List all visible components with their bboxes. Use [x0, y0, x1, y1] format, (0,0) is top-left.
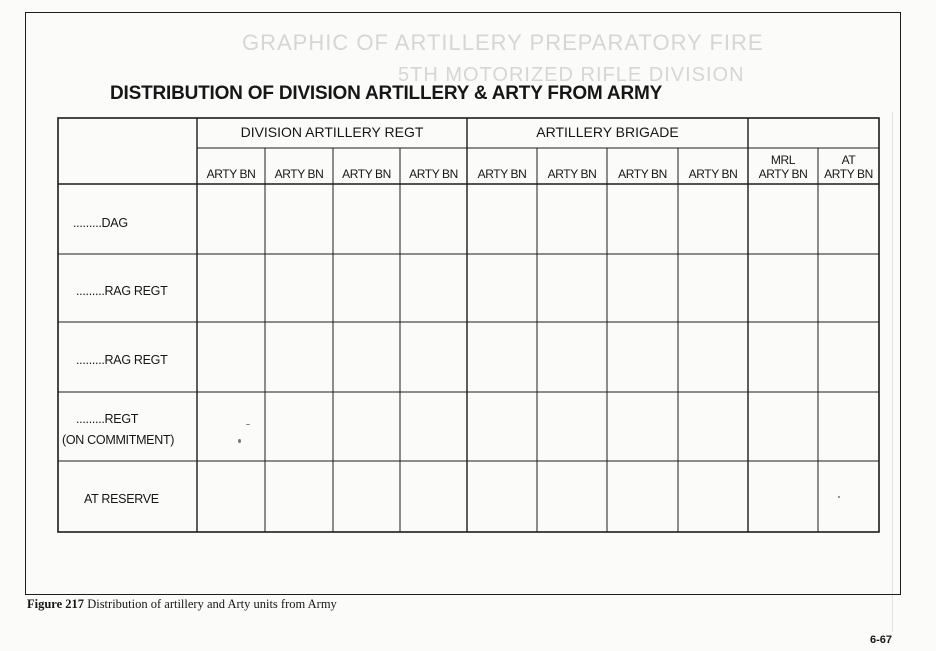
scan-speck — [838, 496, 840, 498]
row-label-at-reserve: AT RESERVE — [84, 492, 159, 506]
group-header-artillery-brigade: ARTILLERY BRIGADE — [536, 124, 679, 140]
column-header: ARTY BN — [274, 167, 324, 181]
row-label-regt: .........REGT — [76, 412, 139, 426]
scan-speck — [246, 424, 250, 425]
figure-caption-text: Distribution of artillery and Arty units from Army — [87, 597, 337, 611]
row-label-rag-regt: .........RAG REGT — [76, 284, 168, 298]
column-header: ARTY BN — [547, 167, 597, 181]
column-header: ARTY BN — [824, 167, 873, 181]
column-header: ARTY BN — [758, 167, 808, 181]
figure-caption — [27, 597, 337, 612]
group-header-at: AT — [841, 153, 856, 167]
column-header: ARTY BN — [477, 167, 527, 181]
row-label-rag-regt: .........RAG REGT — [76, 353, 168, 367]
bleed-through-text: 5TH MOTORIZED RIFLE DIVISION — [398, 64, 745, 86]
page-title: DISTRIBUTION OF DIVISION ARTILLERY & ARTY FROM ARMY — [110, 83, 663, 104]
page-number: 6-67 — [870, 634, 893, 646]
column-header: ARTY BN — [618, 167, 667, 181]
row-label-dag: .........DAG — [73, 216, 128, 230]
scan-speck — [238, 439, 241, 443]
group-header-mrl: MRL — [770, 153, 796, 167]
column-header: ARTY BN — [409, 167, 458, 181]
row-sublabel-on-commitment: (ON COMMITMENT) — [62, 433, 175, 447]
column-header: ARTY BN — [342, 167, 391, 181]
column-header: ARTY BN — [206, 167, 256, 181]
group-header-division-artillery: DIVISION ARTILLERY REGT — [240, 124, 424, 140]
bleed-through-text: GRAPHIC OF ARTILLERY PREPARATORY FIRE — [242, 30, 764, 55]
figure-number: Figure 217 — [27, 597, 85, 611]
column-header: ARTY BN — [688, 167, 738, 181]
